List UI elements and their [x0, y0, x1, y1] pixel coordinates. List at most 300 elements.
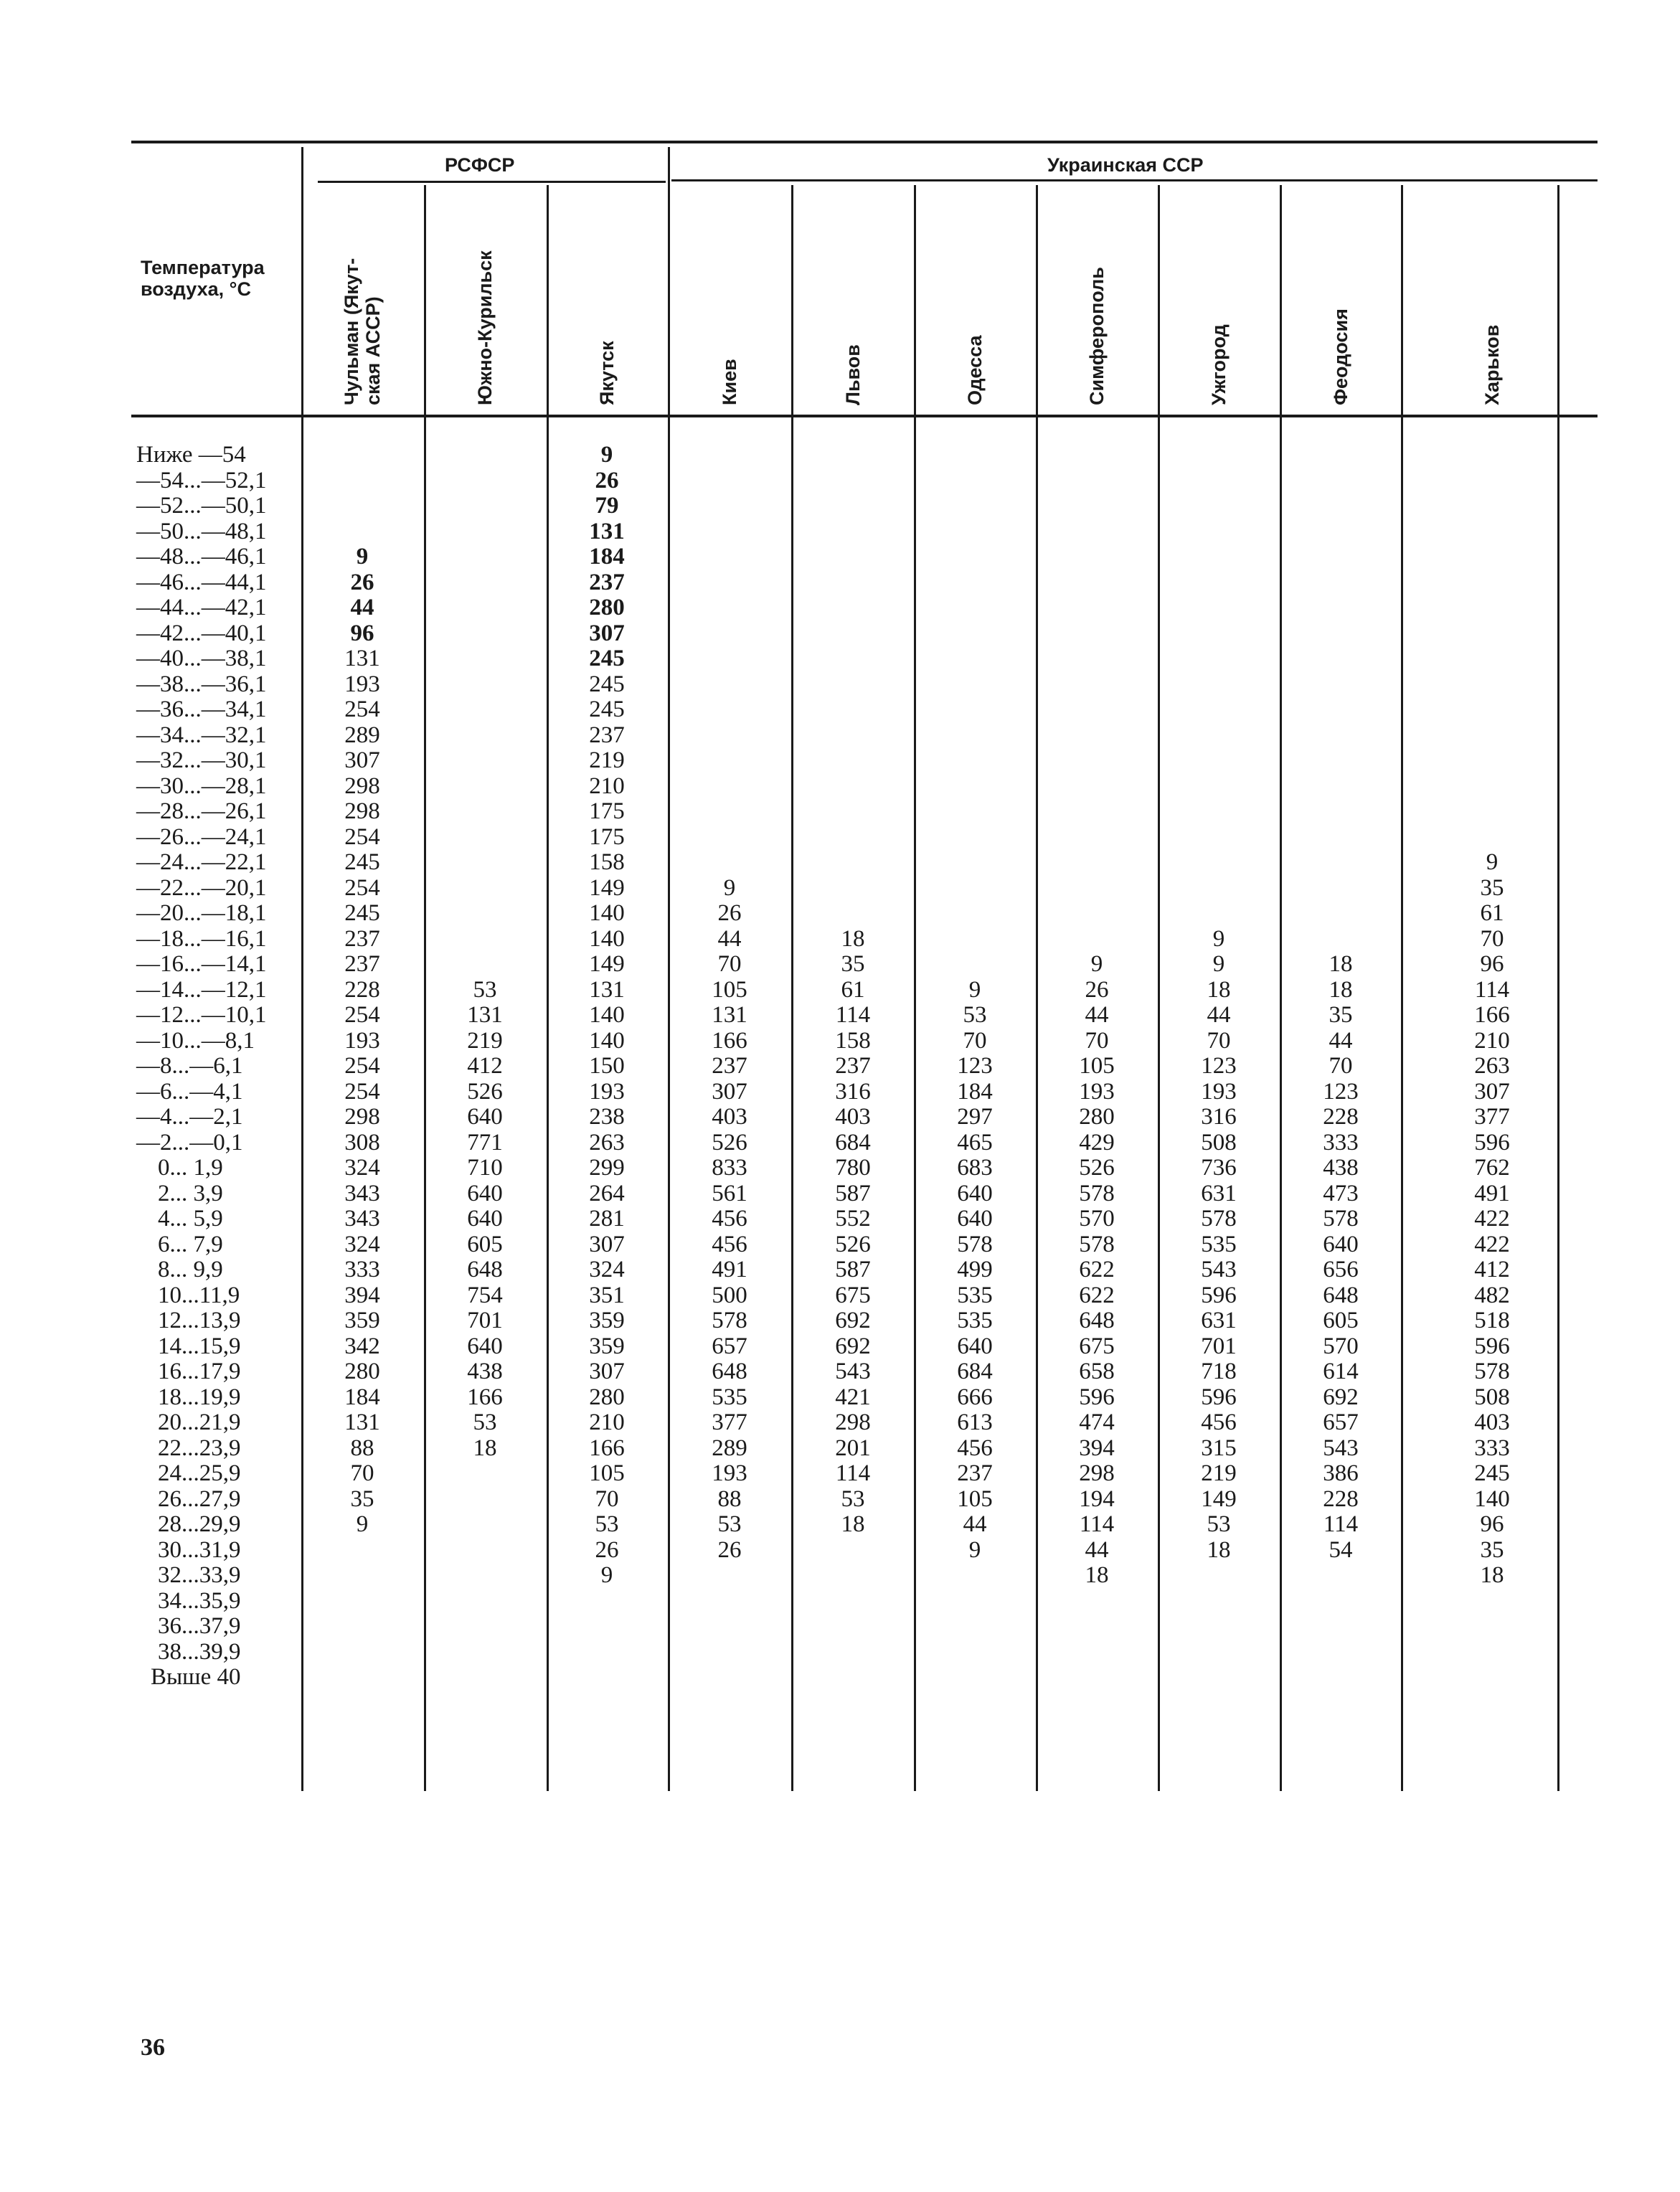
table-cell: 456 — [712, 1206, 747, 1232]
table-cell: 131 — [712, 1002, 747, 1028]
table-cell: 324 — [344, 1231, 380, 1257]
table-cell: 9 — [968, 976, 981, 1003]
row-label: 2... 3,9 — [158, 1180, 223, 1206]
table-cell: 333 — [344, 1257, 380, 1282]
table-cell: 184 — [957, 1078, 993, 1105]
row-label: 38...39,9 — [158, 1638, 241, 1665]
table-cell: 9 — [356, 544, 369, 570]
table-cell: 149 — [1201, 1485, 1237, 1512]
table-cell: 578 — [957, 1231, 993, 1257]
table-cell: 622 — [1079, 1257, 1115, 1282]
table-cell: 596 — [1201, 1282, 1237, 1308]
table-cell: 26 — [350, 569, 374, 595]
col-rule — [547, 185, 549, 1791]
table-cell: 403 — [835, 1104, 871, 1130]
table-cell: 237 — [589, 569, 625, 595]
table-cell: 44 — [717, 925, 742, 952]
table-cell: 307 — [1474, 1078, 1510, 1105]
column-header: Якутск — [596, 341, 618, 405]
row-label: —8...—6,1 — [136, 1053, 243, 1079]
table-cell: 53 — [473, 976, 497, 1003]
table-cell: 18 — [1207, 976, 1231, 1003]
table-cell: 18 — [1085, 1562, 1109, 1588]
row-label: 34...35,9 — [158, 1587, 241, 1614]
table-cell: 44 — [963, 1511, 987, 1537]
row-label: —46...—44,1 — [136, 569, 267, 595]
group-header-rsfsr: РСФСР — [445, 154, 515, 176]
table-cell: 53 — [963, 1002, 987, 1028]
table-cell: 570 — [1079, 1206, 1115, 1232]
table-cell: 631 — [1201, 1308, 1237, 1333]
column-header: Чульман (Якут- — [341, 258, 362, 405]
table-cell: 333 — [1323, 1129, 1359, 1156]
ukr-group-rule — [671, 179, 1598, 181]
table-cell: 254 — [344, 874, 380, 901]
column-header: Ужгород — [1208, 324, 1230, 405]
table-cell: 692 — [1323, 1384, 1359, 1410]
row-label: Выше 40 — [151, 1664, 241, 1690]
table-cell: 9 — [968, 1536, 981, 1563]
table-cell: 499 — [957, 1257, 993, 1282]
column-header: Львов — [842, 344, 864, 405]
table-cell: 438 — [1323, 1155, 1359, 1181]
table-cell: 298 — [1079, 1460, 1115, 1486]
table-cell: 307 — [589, 620, 625, 646]
table-cell: 701 — [467, 1308, 503, 1333]
row-label: —36...—34,1 — [136, 696, 267, 722]
table-cell: 675 — [835, 1282, 871, 1308]
row-label: 10...11,9 — [158, 1282, 240, 1308]
column-header: Одесса — [964, 335, 986, 405]
table-cell: 105 — [1079, 1053, 1115, 1079]
table-cell: 596 — [1079, 1384, 1115, 1410]
col-rule — [1036, 185, 1038, 1791]
column-header: Феодосия — [1330, 308, 1351, 405]
row-label: —34...—32,1 — [136, 722, 267, 748]
row-label: —10...—8,1 — [136, 1027, 255, 1054]
table-cell: 149 — [589, 951, 625, 977]
column-header: Киев — [719, 359, 740, 405]
table-cell: 648 — [1323, 1282, 1359, 1308]
row-label: —40...—38,1 — [136, 646, 267, 671]
table-cell: 640 — [467, 1333, 503, 1359]
table-cell: 535 — [957, 1282, 993, 1308]
table-cell: 105 — [589, 1460, 625, 1486]
table-cell: 140 — [589, 925, 625, 952]
col-rule — [791, 185, 793, 1791]
table-cell: 508 — [1201, 1129, 1237, 1156]
table-cell: 96 — [1480, 951, 1504, 977]
row-label: 0... 1,9 — [158, 1155, 223, 1181]
table-cell: 70 — [963, 1027, 987, 1054]
table-cell: 245 — [1474, 1460, 1510, 1486]
table-cell: 578 — [1323, 1206, 1359, 1232]
table-cell: 219 — [589, 747, 625, 773]
row-label: 28...29,9 — [158, 1511, 241, 1537]
table-cell: 26 — [717, 900, 742, 926]
table-cell: 9 — [600, 442, 613, 468]
col-rule — [1280, 185, 1282, 1791]
table-cell: 535 — [712, 1384, 747, 1410]
table-cell: 140 — [589, 1027, 625, 1054]
table-cell: 587 — [835, 1180, 871, 1206]
table-cell: 535 — [1201, 1231, 1237, 1257]
table-cell: 140 — [589, 1002, 625, 1028]
table-cell: 166 — [467, 1384, 503, 1410]
table-cell: 762 — [1474, 1155, 1510, 1181]
table-cell: 53 — [717, 1511, 742, 1537]
table-cell: 44 — [1085, 1002, 1109, 1028]
column-header: Южно-Курильск — [474, 250, 496, 405]
table-cell: 596 — [1474, 1129, 1510, 1156]
row-label: —22...—20,1 — [136, 874, 267, 901]
table-cell: 44 — [350, 595, 374, 620]
table-cell: 210 — [589, 773, 625, 799]
table-cell: 175 — [589, 823, 625, 850]
table-cell: 289 — [344, 722, 380, 748]
table-cell: 70 — [1207, 1027, 1231, 1054]
table-cell: 96 — [1480, 1511, 1504, 1537]
table-cell: 412 — [1474, 1257, 1510, 1282]
table-cell: 403 — [1474, 1409, 1510, 1435]
row-label: —12...—10,1 — [136, 1002, 267, 1028]
table-cell: 44 — [1207, 1002, 1231, 1028]
table-cell: 280 — [344, 1359, 380, 1384]
table-cell: 245 — [344, 900, 380, 926]
table-cell: 683 — [957, 1155, 993, 1181]
table-cell: 114 — [1474, 976, 1510, 1003]
table-cell: 131 — [344, 1409, 380, 1435]
table-cell: 613 — [957, 1409, 993, 1435]
table-cell: 324 — [589, 1257, 625, 1282]
table-cell: 201 — [835, 1435, 871, 1461]
table-cell: 237 — [589, 722, 625, 748]
table-cell: 316 — [835, 1078, 871, 1105]
table-cell: 656 — [1323, 1257, 1359, 1282]
table-cell: 114 — [1079, 1511, 1115, 1537]
table-cell: 666 — [957, 1384, 993, 1410]
table-cell: 228 — [1323, 1104, 1359, 1130]
table-cell: 640 — [957, 1180, 993, 1206]
table-cell: 263 — [1474, 1053, 1510, 1079]
table-cell: 228 — [1323, 1485, 1359, 1512]
table-cell: 298 — [344, 1104, 380, 1130]
table-cell: 343 — [344, 1206, 380, 1232]
table-cell: 263 — [589, 1129, 625, 1156]
table-cell: 131 — [344, 646, 380, 671]
row-label: —24...—22,1 — [136, 849, 267, 875]
table-cell: 70 — [350, 1460, 374, 1486]
table-cell: 237 — [344, 951, 380, 977]
table-cell: 456 — [712, 1231, 747, 1257]
table-cell: 166 — [589, 1435, 625, 1461]
table-cell: 474 — [1079, 1409, 1115, 1435]
table-cell: 394 — [1079, 1435, 1115, 1461]
table-cell: 508 — [1474, 1384, 1510, 1410]
table-cell: 114 — [835, 1460, 871, 1486]
table-cell: 9 — [600, 1562, 613, 1588]
row-label: 8... 9,9 — [158, 1257, 223, 1282]
table-cell: 552 — [835, 1206, 871, 1232]
row-label: 36...37,9 — [158, 1613, 241, 1639]
table-cell: 193 — [712, 1460, 747, 1486]
table-cell: 18 — [841, 1511, 865, 1537]
table-cell: 692 — [835, 1308, 871, 1333]
table-cell: 315 — [1201, 1435, 1237, 1461]
table-cell: 35 — [841, 951, 865, 977]
table-cell: 254 — [344, 823, 380, 850]
table-cell: 150 — [589, 1053, 625, 1079]
table-cell: 140 — [1474, 1485, 1510, 1512]
table-cell: 53 — [841, 1485, 865, 1512]
row-label: —6...—4,1 — [136, 1078, 243, 1105]
table-cell: 245 — [589, 696, 625, 722]
row-label: —38...—36,1 — [136, 671, 267, 697]
row-label: 22...23,9 — [158, 1435, 241, 1461]
table-cell: 70 — [1085, 1027, 1109, 1054]
table-cell: 9 — [1090, 951, 1103, 977]
table-cell: 718 — [1201, 1359, 1237, 1384]
table-cell: 535 — [957, 1308, 993, 1333]
row-label: 26...27,9 — [158, 1485, 241, 1512]
table-cell: 35 — [1480, 1536, 1504, 1563]
table-cell: 131 — [589, 976, 625, 1003]
header-bottom-rule — [131, 415, 1598, 417]
table-cell: 456 — [957, 1435, 993, 1461]
table-cell: 359 — [344, 1308, 380, 1333]
table-cell: 736 — [1201, 1155, 1237, 1181]
table-cell: 70 — [595, 1485, 619, 1512]
table-cell: 500 — [712, 1282, 747, 1308]
table-cell: 298 — [835, 1409, 871, 1435]
table-cell: 35 — [1480, 874, 1504, 901]
table-cell: 18 — [1329, 951, 1353, 977]
table-cell: 61 — [841, 976, 865, 1003]
table-cell: 561 — [712, 1180, 747, 1206]
table-cell: 657 — [1323, 1409, 1359, 1435]
table-cell: 245 — [344, 849, 380, 875]
table-cell: 578 — [1474, 1359, 1510, 1384]
table-cell: 422 — [1474, 1206, 1510, 1232]
table-cell: 210 — [1474, 1027, 1510, 1054]
table-cell: 61 — [1480, 900, 1504, 926]
row-label: —4...—2,1 — [136, 1104, 243, 1130]
table-top-rule — [131, 141, 1598, 143]
row-label: 16...17,9 — [158, 1359, 241, 1384]
col-rule — [1557, 185, 1559, 1791]
table-cell: 9 — [723, 874, 736, 901]
table-cell: 131 — [589, 518, 625, 544]
table-cell: 280 — [589, 595, 625, 620]
table-cell: 675 — [1079, 1333, 1115, 1359]
table-cell: 343 — [344, 1180, 380, 1206]
table-cell: 307 — [589, 1231, 625, 1257]
row-label: —18...—16,1 — [136, 925, 267, 952]
table-cell: 307 — [344, 747, 380, 773]
table-cell: 9 — [1212, 925, 1225, 952]
row-label: —32...—30,1 — [136, 747, 267, 773]
table-cell: 377 — [712, 1409, 747, 1435]
table-cell: 596 — [1201, 1384, 1237, 1410]
table-cell: 193 — [1079, 1078, 1115, 1105]
table-cell: 254 — [344, 1002, 380, 1028]
table-cell: 578 — [1201, 1206, 1237, 1232]
table-cell: 238 — [589, 1104, 625, 1130]
table-cell: 299 — [589, 1155, 625, 1181]
table-cell: 333 — [1474, 1435, 1510, 1461]
column-header: Харьков — [1481, 324, 1503, 405]
table-cell: 210 — [589, 1409, 625, 1435]
table-cell: 281 — [589, 1206, 625, 1232]
table-cell: 631 — [1201, 1180, 1237, 1206]
row-label: —20...—18,1 — [136, 900, 267, 926]
table-cell: 184 — [344, 1384, 380, 1410]
table-cell: 237 — [835, 1053, 871, 1079]
table-cell: 622 — [1079, 1282, 1115, 1308]
column-header: Симферополь — [1086, 267, 1108, 405]
table-cell: 18 — [1207, 1536, 1231, 1563]
row-label: 32...33,9 — [158, 1562, 241, 1588]
table-cell: 79 — [595, 493, 619, 519]
table-cell: 193 — [344, 671, 380, 697]
table-cell: 237 — [344, 925, 380, 952]
table-cell: 596 — [1474, 1333, 1510, 1359]
table-cell: 149 — [589, 874, 625, 901]
table-cell: 658 — [1079, 1359, 1115, 1384]
table-cell: 307 — [589, 1359, 625, 1384]
table-cell: 526 — [712, 1129, 747, 1156]
table-cell: 194 — [1079, 1485, 1115, 1512]
table-cell: 570 — [1323, 1333, 1359, 1359]
table-cell: 438 — [467, 1359, 503, 1384]
table-cell: 640 — [467, 1180, 503, 1206]
table-cell: 359 — [589, 1333, 625, 1359]
row-label: —50...—48,1 — [136, 518, 267, 544]
table-cell: 543 — [835, 1359, 871, 1384]
row-label: 24...25,9 — [158, 1460, 241, 1486]
table-cell: 88 — [350, 1435, 374, 1461]
table-cell: 123 — [1201, 1053, 1237, 1079]
table-cell: 543 — [1201, 1257, 1237, 1282]
table-cell: 403 — [712, 1104, 747, 1130]
table-cell: 9 — [356, 1511, 369, 1537]
table-cell: 219 — [467, 1027, 503, 1054]
col-rule — [914, 185, 916, 1791]
table-cell: 297 — [957, 1104, 993, 1130]
rsfsr-group-rule — [318, 181, 666, 183]
table-cell: 587 — [835, 1257, 871, 1282]
table-cell: 9 — [1212, 951, 1225, 977]
table-cell: 605 — [1323, 1308, 1359, 1333]
table-cell: 701 — [1201, 1333, 1237, 1359]
table-cell: 394 — [344, 1282, 380, 1308]
row-label: 18...19,9 — [158, 1384, 241, 1410]
table-cell: 351 — [589, 1282, 625, 1308]
table-cell: 88 — [717, 1485, 742, 1512]
table-cell: 245 — [589, 646, 625, 671]
table-cell: 491 — [712, 1257, 747, 1282]
row-label: —14...—12,1 — [136, 976, 267, 1003]
table-cell: 53 — [473, 1409, 497, 1435]
table-cell: 578 — [1079, 1180, 1115, 1206]
table-cell: 9 — [1486, 849, 1499, 875]
table-cell: 26 — [1085, 976, 1109, 1003]
row-label: —28...—26,1 — [136, 798, 267, 824]
group-header-ukr: Украинская ССР — [1047, 154, 1204, 176]
table-cell: 26 — [595, 467, 619, 493]
table-cell: 228 — [344, 976, 380, 1003]
table-cell: 456 — [1201, 1409, 1237, 1435]
table-cell: 254 — [344, 1053, 380, 1079]
table-cell: 640 — [1323, 1231, 1359, 1257]
table-cell: 640 — [957, 1206, 993, 1232]
table-cell: 640 — [957, 1333, 993, 1359]
table-cell: 780 — [835, 1155, 871, 1181]
col-rule — [1158, 185, 1160, 1791]
table-cell: 44 — [1329, 1027, 1353, 1054]
table-cell: 70 — [717, 951, 742, 977]
table-cell: 289 — [712, 1435, 747, 1461]
table-cell: 184 — [589, 544, 625, 570]
table-cell: 254 — [344, 1078, 380, 1105]
table-cell: 342 — [344, 1333, 380, 1359]
table-cell: 131 — [467, 1002, 503, 1028]
table-cell: 114 — [835, 1002, 871, 1028]
table-cell: 578 — [1079, 1231, 1115, 1257]
table-cell: 482 — [1474, 1282, 1510, 1308]
table-cell: 657 — [712, 1333, 747, 1359]
table-cell: 158 — [589, 849, 625, 875]
row-label: —44...—42,1 — [136, 595, 267, 620]
table-cell: 219 — [1201, 1460, 1237, 1486]
table-cell: 140 — [589, 900, 625, 926]
table-cell: 754 — [467, 1282, 503, 1308]
table-cell: 526 — [467, 1078, 503, 1105]
table-cell: 307 — [712, 1078, 747, 1105]
table-cell: 193 — [344, 1027, 380, 1054]
col-rule — [1401, 185, 1403, 1791]
table-cell: 465 — [957, 1129, 993, 1156]
table-cell: 648 — [712, 1359, 747, 1384]
table-cell: 237 — [957, 1460, 993, 1486]
table-cell: 96 — [350, 620, 374, 646]
table-cell: 166 — [1474, 1002, 1510, 1028]
table-cell: 53 — [1207, 1511, 1231, 1537]
table-cell: 771 — [467, 1129, 503, 1156]
table-cell: 359 — [589, 1308, 625, 1333]
col-rule — [668, 147, 670, 1791]
table-cell: 237 — [712, 1053, 747, 1079]
table-cell: 26 — [595, 1536, 619, 1563]
table-cell: 53 — [595, 1511, 619, 1537]
table-cell: 324 — [344, 1155, 380, 1181]
table-cell: 473 — [1323, 1180, 1359, 1206]
table-cell: 35 — [350, 1485, 374, 1512]
table-cell: 684 — [835, 1129, 871, 1156]
table-cell: 105 — [712, 976, 747, 1003]
row-label: 30...31,9 — [158, 1536, 241, 1563]
row-label: —42...—40,1 — [136, 620, 267, 646]
table-cell: 166 — [712, 1027, 747, 1054]
row-label: 14...15,9 — [158, 1333, 241, 1359]
table-cell: 526 — [1079, 1155, 1115, 1181]
table-cell: 254 — [344, 696, 380, 722]
table-cell: 692 — [835, 1333, 871, 1359]
table-cell: 123 — [1323, 1078, 1359, 1105]
table-cell: 175 — [589, 798, 625, 824]
table-cell: 298 — [344, 798, 380, 824]
row-label: 4... 5,9 — [158, 1206, 223, 1232]
